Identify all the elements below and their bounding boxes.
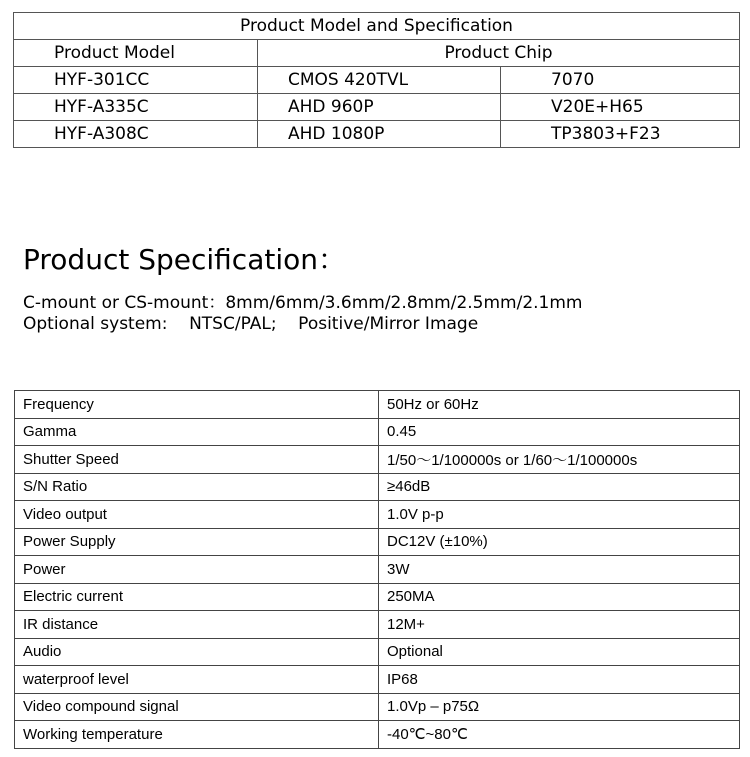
chip-cell: V20E+H65 bbox=[501, 94, 740, 121]
param-value: 0.45 bbox=[379, 418, 740, 446]
param-value: 3W bbox=[379, 556, 740, 584]
table-row bbox=[15, 473, 740, 501]
param-value: Optional bbox=[379, 638, 740, 666]
param-name: Frequency bbox=[15, 391, 379, 419]
param-value: 250MA bbox=[379, 583, 740, 611]
table-title: Product Model and Specification bbox=[14, 13, 740, 40]
param-name: S/N Ratio bbox=[15, 473, 379, 501]
table-title-row bbox=[14, 13, 740, 40]
param-name: Shutter Speed bbox=[15, 446, 379, 474]
model-cell: HYF-A335C bbox=[14, 94, 258, 121]
param-value: 1/50～1/100000s or 1/60～1/100000s bbox=[379, 446, 740, 474]
table-row bbox=[15, 528, 740, 556]
header-product-chip: Product Chip bbox=[258, 40, 740, 67]
table-row bbox=[14, 121, 740, 148]
table-row bbox=[14, 67, 740, 94]
param-name: Power Supply bbox=[15, 528, 379, 556]
model-cell: HYF-A308C bbox=[14, 121, 258, 148]
table-row bbox=[15, 638, 740, 666]
table-row bbox=[14, 94, 740, 121]
table-header-row bbox=[14, 40, 740, 67]
param-name: Video compound signal bbox=[15, 693, 379, 721]
param-name: Audio bbox=[15, 638, 379, 666]
model-cell: HYF-301CC bbox=[14, 67, 258, 94]
table-row bbox=[15, 418, 740, 446]
sensor-cell: AHD 960P bbox=[258, 94, 501, 121]
param-value: 12M+ bbox=[379, 611, 740, 639]
table-row bbox=[15, 556, 740, 584]
table-row bbox=[15, 611, 740, 639]
param-value: 1.0V p-p bbox=[379, 501, 740, 529]
header-product-model: Product Model bbox=[14, 40, 258, 67]
sensor-cell: CMOS 420TVL bbox=[258, 67, 501, 94]
param-name: Gamma bbox=[15, 418, 379, 446]
param-name: IR distance bbox=[15, 611, 379, 639]
optional-system-line: Optional system: NTSC/PAL; Positive/Mirror Image bbox=[23, 314, 479, 334]
param-value: ≥46dB bbox=[379, 473, 740, 501]
param-name: Video output bbox=[15, 501, 379, 529]
param-value: 50Hz or 60Hz bbox=[379, 391, 740, 419]
table-row bbox=[15, 501, 740, 529]
table-row bbox=[15, 693, 740, 721]
chip-cell: 7070 bbox=[501, 67, 740, 94]
table-row bbox=[15, 721, 740, 749]
param-value: -40℃~80℃ bbox=[379, 721, 740, 749]
chip-cell: TP3803+F23 bbox=[501, 121, 740, 148]
specification-parameters-table bbox=[14, 390, 740, 749]
param-name: Working temperature bbox=[15, 721, 379, 749]
table-row bbox=[15, 583, 740, 611]
product-model-table bbox=[13, 12, 740, 148]
param-name: waterproof level bbox=[15, 666, 379, 694]
table-row bbox=[15, 391, 740, 419]
table-row bbox=[15, 666, 740, 694]
table-row bbox=[15, 446, 740, 474]
param-name: Electric current bbox=[15, 583, 379, 611]
sensor-cell: AHD 1080P bbox=[258, 121, 501, 148]
param-value: IP68 bbox=[379, 666, 740, 694]
product-specification-heading: Product Specification： bbox=[23, 243, 346, 276]
param-name: Power bbox=[15, 556, 379, 584]
param-value: DC12V (±10%) bbox=[379, 528, 740, 556]
param-value: 1.0Vp – p75Ω bbox=[379, 693, 740, 721]
mount-options-line: C-mount or CS-mount：8mm/6mm/3.6mm/2.8mm/2.5mm/2.1mm bbox=[23, 293, 583, 313]
